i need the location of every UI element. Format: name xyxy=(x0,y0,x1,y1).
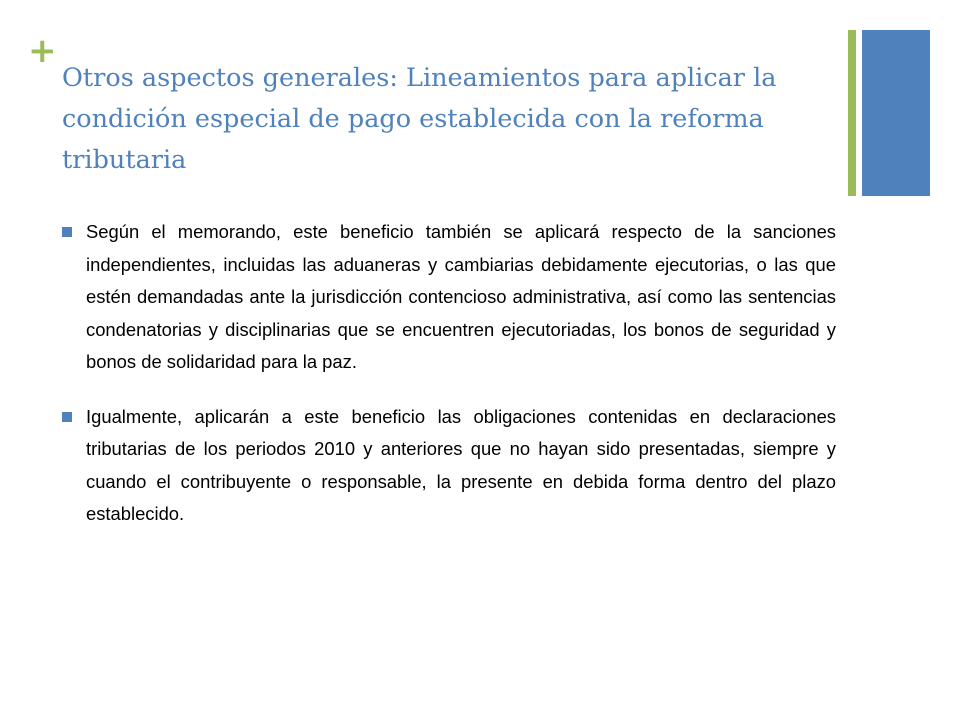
bullet-text: Igualmente, aplicarán a este beneficio las obligaciones contenidas en declaraciones tributarias de los periodos 2010 y anteriores que no hayan sido presentadas, siempre y cuando el contribuyente o responsable, la presente en debida forma dentro del plazo establecido. xyxy=(86,405,836,524)
square-bullet-icon xyxy=(62,227,72,237)
bullet-list xyxy=(62,216,836,553)
bullet-text: Según el memorando, este beneficio también se aplicará respecto de la sanciones independientes, incluidas las aduaneras y cambiarias debidamente ejecutorias, o las que estén demandadas ante la jurisdicción contencioso administrativa, así como las sentencias condenatorias y disciplinarias que se encuentren ejecutoriadas, los bonos de seguridad y bonos de solidaridad para la paz. xyxy=(86,221,836,372)
blue-accent-bar xyxy=(862,30,930,196)
square-bullet-icon xyxy=(62,412,72,422)
plus-icon: + xyxy=(28,31,57,71)
green-accent-bar xyxy=(848,30,856,196)
slide-title: Otros aspectos generales: Lineamientos para aplicar la condición especial de pago establecida con la reforma tributaria xyxy=(62,63,777,175)
bullet-item xyxy=(62,216,836,379)
bullet-item xyxy=(62,401,836,531)
